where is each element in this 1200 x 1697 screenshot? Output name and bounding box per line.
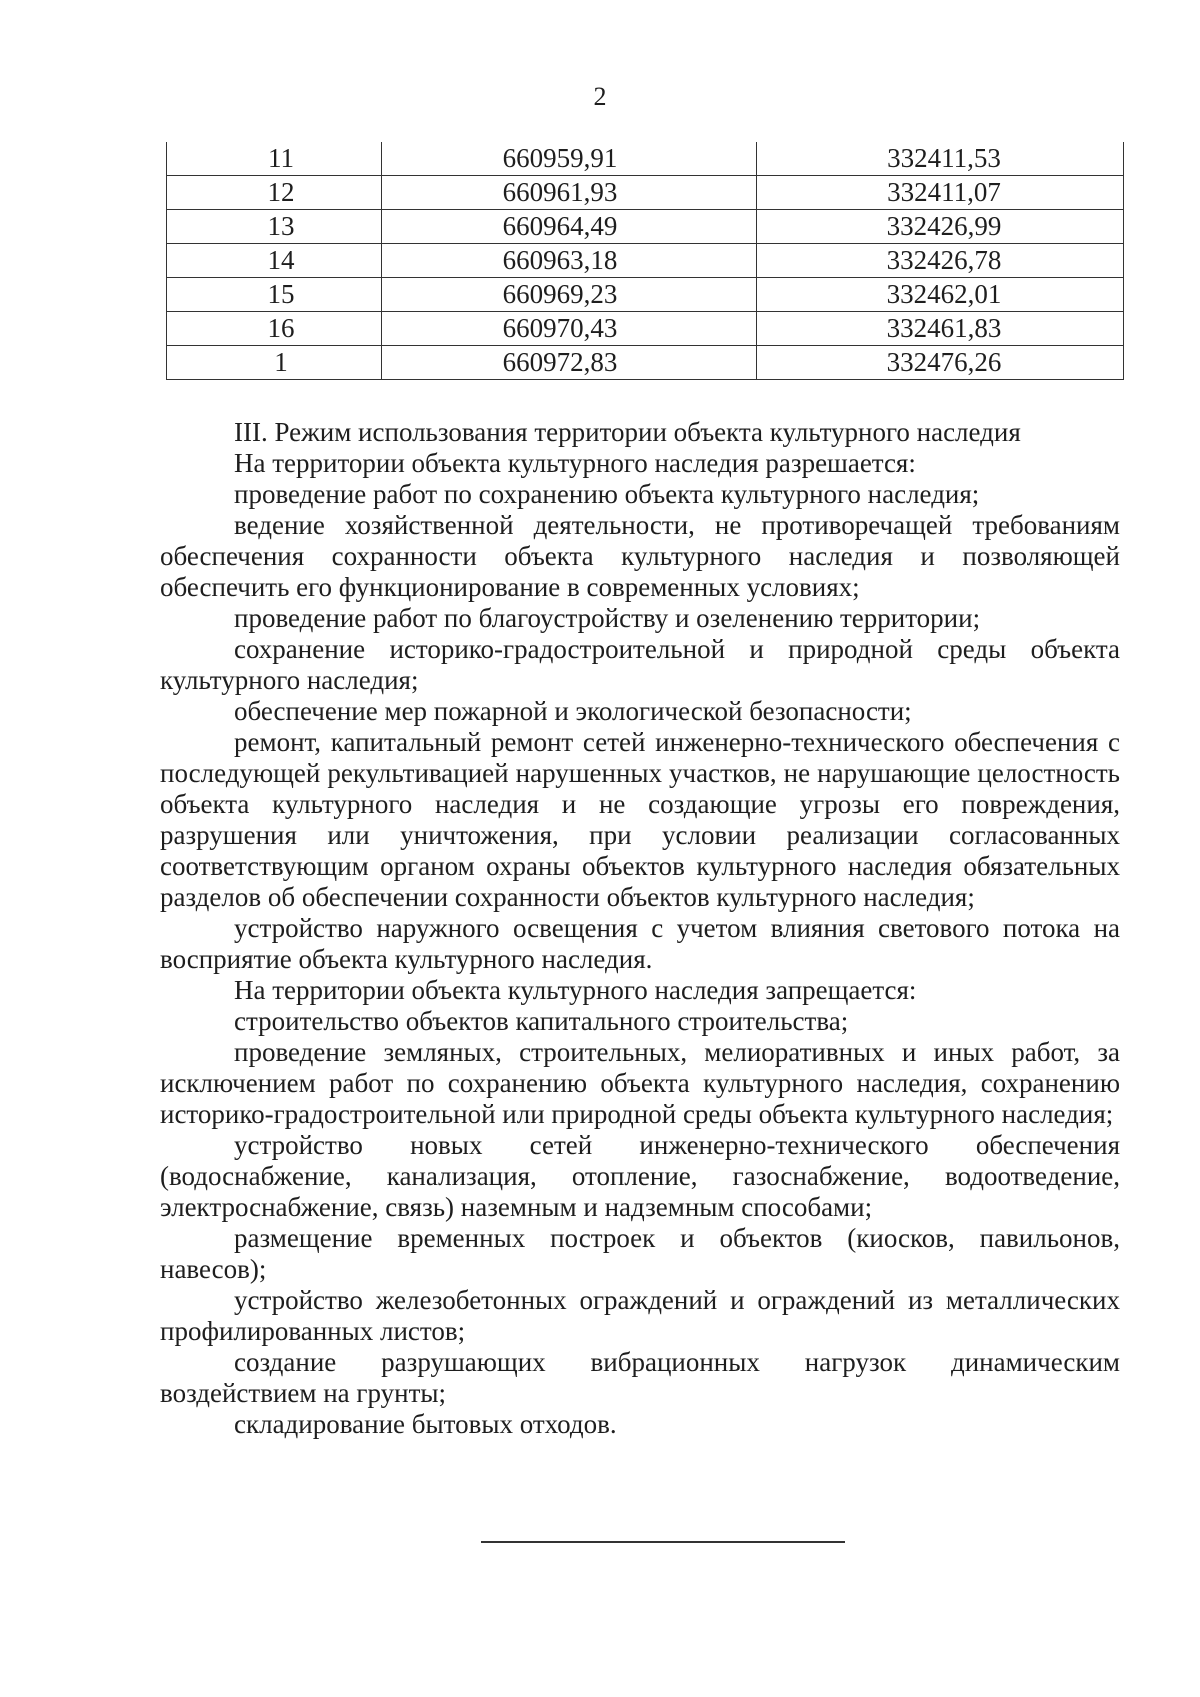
x-coordinate: 660964,49 — [382, 210, 757, 244]
y-coordinate: 332426,78 — [757, 244, 1124, 278]
paragraph: проведение работ по благоустройству и озеленению территории; — [234, 603, 981, 633]
paragraph: обеспечение мер пожарной и экологической безопасности; — [234, 696, 912, 726]
y-coordinate: 332411,07 — [757, 176, 1124, 210]
paragraph: устройство новых сетей инженерно-технического обеспечения (водоснабжение, канализация, отопление, газоснабжение, водоотведение, электроснабжение, связь) наземным и надземным способами; — [160, 1130, 1120, 1222]
point-number: 14 — [167, 244, 382, 278]
table-row — [167, 176, 1124, 210]
y-coordinate: 332476,26 — [757, 346, 1124, 380]
paragraph: ведение хозяйственной деятельности, не противоречащей требованиям обеспечения сохранности объекта культурного наследия и позволяющей обеспечить его функционирование в современных условиях; — [160, 510, 1120, 602]
x-coordinate: 660961,93 — [382, 176, 757, 210]
x-coordinate: 660969,23 — [382, 278, 757, 312]
point-number: 11 — [167, 142, 382, 176]
table-row — [167, 210, 1124, 244]
paragraph: строительство объектов капитального строительства; — [234, 1006, 849, 1036]
paragraph: проведение работ по сохранению объекта культурного наследия; — [234, 479, 980, 509]
y-coordinate: 332411,53 — [757, 142, 1124, 176]
table-row — [167, 142, 1124, 176]
section-heading: III. Режим использования территории объекта культурного наследия — [234, 417, 1021, 447]
paragraph: сохранение историко-градостроительной и природной среды объекта культурного наследия; — [160, 634, 1120, 695]
table-row — [167, 312, 1124, 346]
paragraph: ремонт, капитальный ремонт сетей инженерно-технического обеспечения с последующей рекультивацией нарушенных участков, не нарушающие целостность объекта культурного наследия и не создающие угрозы его повреждения, разрушения или уничтожения, при условии реализации согласованных соответствующим органом охраны объектов культурного наследия обязательных разделов об обеспечении сохранности объектов культурного наследия; — [160, 727, 1120, 912]
point-number: 12 — [167, 176, 382, 210]
x-coordinate: 660970,43 — [382, 312, 757, 346]
x-coordinate: 660959,91 — [382, 142, 757, 176]
page-number: 2 — [593, 82, 607, 111]
end-divider — [481, 1541, 845, 1543]
x-coordinate: 660972,83 — [382, 346, 757, 380]
paragraph: создание разрушающих вибрационных нагрузок динамическим воздействием на грунты; — [160, 1347, 1120, 1408]
table-row — [167, 244, 1124, 278]
permitted-heading: На территории объекта культурного наследия разрешается: — [234, 448, 916, 478]
table-row — [167, 346, 1124, 380]
paragraph: складирование бытовых отходов. — [234, 1409, 617, 1439]
point-number: 1 — [167, 346, 382, 380]
y-coordinate: 332426,99 — [757, 210, 1124, 244]
y-coordinate: 332462,01 — [757, 278, 1124, 312]
paragraph: устройство железобетонных ограждений и ограждений из металлических профилированных листов; — [160, 1285, 1120, 1346]
coordinates-table — [166, 142, 1124, 380]
paragraph: устройство наружного освещения с учетом влияния светового потока на восприятие объекта культурного наследия. — [160, 913, 1120, 974]
paragraph: размещение временных построек и объектов (киосков, павильонов, навесов); — [160, 1223, 1120, 1284]
document-body — [160, 417, 1120, 1440]
y-coordinate: 332461,83 — [757, 312, 1124, 346]
x-coordinate: 660963,18 — [382, 244, 757, 278]
point-number: 13 — [167, 210, 382, 244]
point-number: 16 — [167, 312, 382, 346]
paragraph: проведение земляных, строительных, мелиоративных и иных работ, за исключением работ по сохранению объекта культурного наследия, сохранению историко-градостроительной или природной среды объекта культурного наследия; — [160, 1037, 1120, 1129]
table-row — [167, 278, 1124, 312]
point-number: 15 — [167, 278, 382, 312]
prohibited-heading: На территории объекта культурного наследия запрещается: — [234, 975, 917, 1005]
